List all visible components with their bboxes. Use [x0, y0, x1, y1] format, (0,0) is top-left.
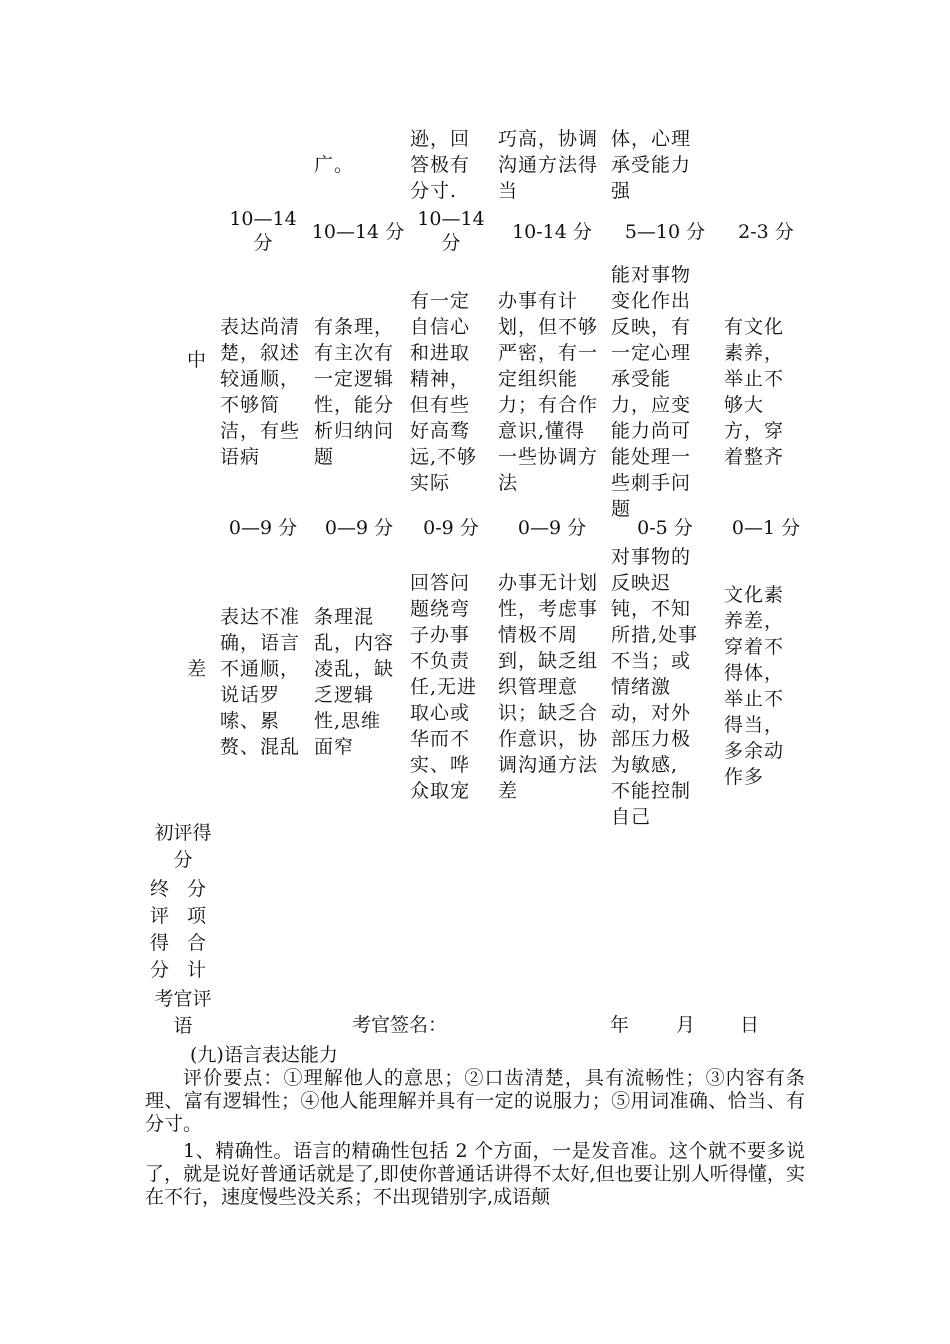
row-poor-cell-2: 条理混 乱，内容 凌乱，缺 乏逻辑 性,思维 面窄	[314, 606, 395, 758]
top-cell-col2: 广。	[314, 154, 355, 176]
examiner-comment-label: 考官评 语	[154, 988, 212, 1037]
score-mid-col1: 0—9 分	[228, 517, 298, 539]
score-good-col4: 10-14 分	[512, 221, 592, 243]
row-poor-cell-1: 表达不准 确，语言 不通顺， 说话罗 嗦、累 赘、混乱	[220, 606, 301, 758]
row-mid-cell-4: 办事有计 划，但不够 严密，有一 定组织能 力；有合作 意识,懂得 一些协调方 法	[498, 290, 599, 494]
top-cell-col5: 体，心理 承受能力 强	[611, 128, 692, 202]
row-poor-cell-3: 回答问 题绕弯 子办事 不负责 任,无进 取心或 华而不 实、哗 众取宠	[410, 572, 478, 802]
final-score-label-left: 终 评 得 分	[150, 878, 170, 981]
score-good-col5: 5—10 分	[624, 221, 706, 243]
row-poor-cell-4: 办事无计划 性，考虑事 情极不周 到，缺乏组 织管理意 识；缺乏合 作意识，协 调沟通方法 差	[498, 572, 599, 802]
date-day: 日	[740, 1014, 760, 1036]
date-month: 月	[676, 1014, 696, 1036]
row-mid-label: 中	[187, 349, 208, 371]
top-cell-col4: 巧高，协调 沟通方法得 当	[498, 128, 599, 202]
score-good-col6: 2-3 分	[738, 221, 794, 243]
row-mid-cell-2: 有条理， 有主次有 一定逻辑 性，能分 析归纳问 题	[314, 316, 395, 468]
score-good-col2: 10—14 分	[311, 221, 405, 243]
row-mid-cell-3: 有一定 自信心 和进取 精神， 但有些 好高骛 远,不够 实际	[410, 290, 478, 494]
row-poor-label: 差	[187, 658, 208, 680]
date-year: 年	[610, 1014, 630, 1036]
row-poor-cell-6: 文化素 养差， 穿着不 得体， 举止不 得当， 多余动 作多	[724, 584, 785, 788]
score-mid-col6: 0—1 分	[731, 517, 801, 539]
eval-points-paragraph: 评价要点：①理解他人的意思；②口齿清楚，具有流畅性；③内容有条理、富有逻辑性；④他人能理解并具有一定的说服力；⑤用词准确、恰当、有分寸。	[145, 1067, 805, 1135]
score-good-col3: 10—14 分	[417, 208, 485, 254]
examiner-signature-label: 考官签名：	[352, 1014, 448, 1036]
score-mid-col3: 0-9 分	[423, 517, 479, 539]
accuracy-paragraph: 1、精确性。语言的精确性包括 2 个方面，一是发音准。这个就不要多说了，就是说好普通话就是了,即使你普通话讲得不太好,但也要让别人听得懂，实在不行，速度慢些没关系；不出现错别字,成语颠	[145, 1140, 805, 1208]
final-score-label-right: 分 项 合 计	[187, 878, 207, 981]
score-mid-col4: 0—9 分	[517, 517, 587, 539]
score-mid-col5: 0-5 分	[637, 517, 693, 539]
section-title: (九)语言表达能力	[190, 1044, 338, 1066]
initial-score-label: 初评得 分	[154, 822, 212, 871]
row-mid-cell-1: 表达尚清 楚，叙述 较通顺， 不够简 洁，有些 语病	[220, 316, 301, 468]
row-mid-cell-6: 有文化 素养， 举止不 够大 方，穿 着整齐	[724, 316, 785, 468]
score-good-col1: 10—14 分	[229, 208, 297, 254]
row-mid-cell-5: 能对事物 变化作出 反映，有 一定心理 承受能 力，应变 能力尚可 能处理一 些刺手问 题	[611, 264, 692, 520]
score-mid-col2: 0—9 分	[324, 517, 394, 539]
top-cell-col3: 逊，回 答极有 分寸.	[410, 128, 471, 202]
row-poor-cell-5: 对事物的 反映迟 钝，不知 所措,处事 不当；或 情绪激 动，对外 部压力极 为敏感, 不能控制 自己	[611, 546, 699, 828]
